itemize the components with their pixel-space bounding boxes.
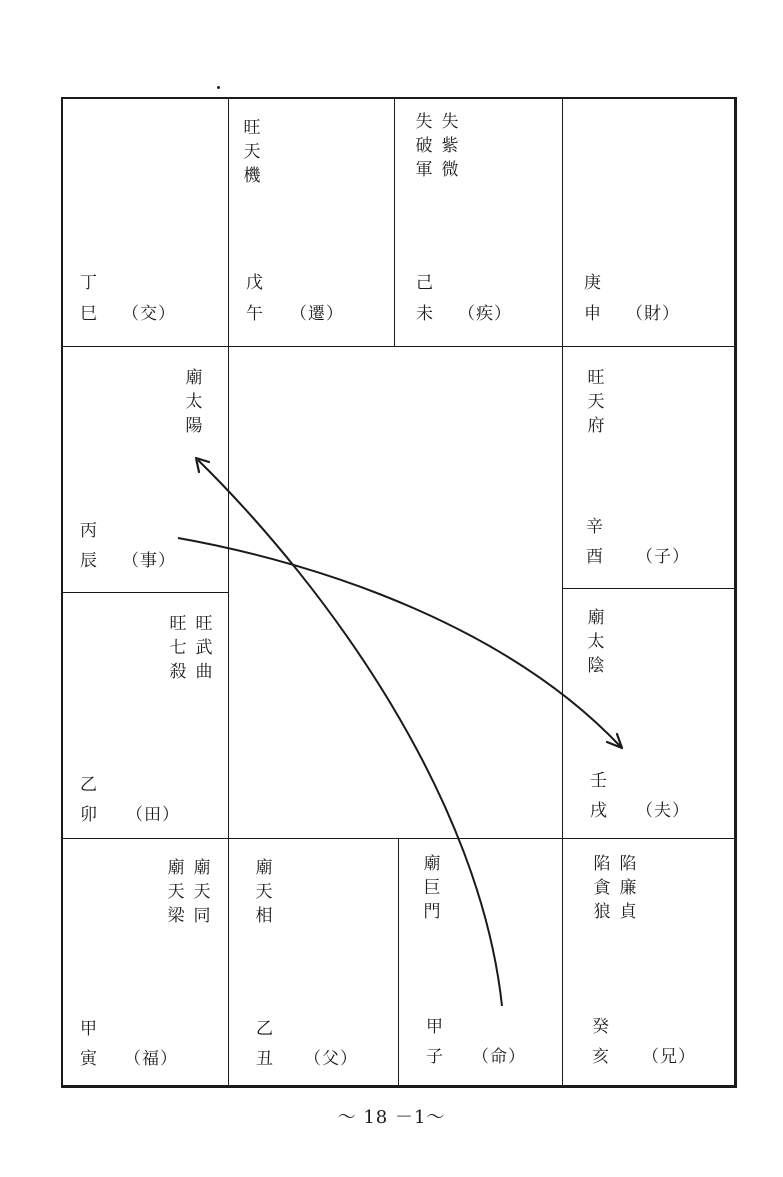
arrow-zi-to-chen	[198, 460, 502, 1006]
palace-role: （子）	[636, 547, 690, 567]
palace-stem: 庚	[584, 273, 601, 293]
palace-branch: 巳	[80, 304, 97, 324]
star-char: 府	[587, 416, 605, 436]
palace-branch: 辰	[80, 551, 97, 571]
palace-stem: 辛	[586, 517, 603, 537]
star-char: 貞	[619, 902, 637, 922]
palace-stem: 乙	[256, 1019, 273, 1039]
palace-branch: 寅	[80, 1049, 97, 1069]
star-char: 陽	[185, 416, 203, 436]
palace-branch: 未	[416, 304, 433, 324]
palace-branch: 丑	[256, 1049, 273, 1069]
star-char: 殺	[169, 662, 187, 682]
star-char: 旺	[587, 368, 605, 388]
star-char: 巨	[423, 878, 441, 898]
star-char: 機	[243, 166, 261, 186]
star-char: 廟	[167, 858, 185, 878]
star-char: 貪	[593, 878, 611, 898]
palace-role: （父）	[304, 1049, 358, 1069]
star-char: 武	[195, 638, 213, 658]
palace-role: （事）	[122, 551, 176, 571]
star-char: 廉	[619, 878, 637, 898]
palace-branch: 申	[584, 304, 601, 324]
star-char: 廟	[423, 854, 441, 874]
palace-stem: 丁	[80, 273, 97, 293]
star-char: 紫	[441, 136, 459, 156]
palace-branch: 戌	[590, 801, 607, 821]
star-char: 廟	[255, 858, 273, 878]
palace-stem: 戊	[246, 273, 263, 293]
star-char: 失	[441, 112, 459, 132]
palace-stem: 癸	[592, 1017, 609, 1037]
star-char: 陷	[619, 854, 637, 874]
palace-role: （遷）	[290, 304, 344, 324]
star-char: 狼	[593, 902, 611, 922]
palace-role: （命）	[472, 1047, 526, 1067]
star-char: 軍	[415, 160, 433, 180]
palace-branch: 午	[246, 304, 263, 324]
star-char: 破	[415, 136, 433, 156]
arrow-chen-to-xu	[178, 538, 620, 746]
palace-stem: 丙	[80, 521, 97, 541]
page-caption: ～ 18 －1～	[337, 1107, 446, 1128]
star-char: 天	[193, 882, 211, 902]
palace-branch: 卯	[80, 805, 97, 825]
palace-role: （夫）	[636, 801, 690, 821]
star-char: 天	[587, 392, 605, 412]
palace-stem: 乙	[80, 775, 97, 795]
palace-stem: 己	[416, 273, 433, 293]
star-char: 微	[441, 160, 459, 180]
star-char: 天	[243, 142, 261, 162]
palace-role: （田）	[126, 805, 180, 825]
star-char: 旺	[243, 118, 261, 138]
palace-role: （疾）	[458, 304, 512, 324]
star-char: 旺	[195, 614, 213, 634]
palace-branch: 酉	[586, 547, 603, 567]
star-char: 廟	[587, 608, 605, 628]
palace-role: （財）	[626, 304, 680, 324]
palace-stem: 壬	[590, 771, 607, 791]
star-char: 門	[423, 902, 441, 922]
star-char: 太	[587, 632, 605, 652]
star-char: 梁	[167, 906, 185, 926]
star-char: 廟	[193, 858, 211, 878]
star-char: 相	[255, 906, 273, 926]
palace-role: （交）	[122, 304, 176, 324]
star-char: 天	[167, 882, 185, 902]
star-char: 太	[185, 392, 203, 412]
star-char: 旺	[169, 614, 187, 634]
palace-stem: 甲	[80, 1019, 97, 1039]
star-char: 曲	[195, 662, 213, 682]
palace-role: （福）	[124, 1049, 178, 1069]
star-char: 七	[169, 638, 187, 658]
star-char: 陷	[593, 854, 611, 874]
palace-stem: 甲	[426, 1017, 443, 1037]
star-char: 陰	[587, 656, 605, 676]
star-char: 失	[415, 112, 433, 132]
star-char: 廟	[185, 368, 203, 388]
palace-branch: 子	[426, 1047, 443, 1067]
star-char: 同	[193, 906, 211, 926]
star-char: 天	[255, 882, 273, 902]
palace-role: （兄）	[642, 1047, 696, 1067]
palace-branch: 亥	[592, 1047, 609, 1067]
